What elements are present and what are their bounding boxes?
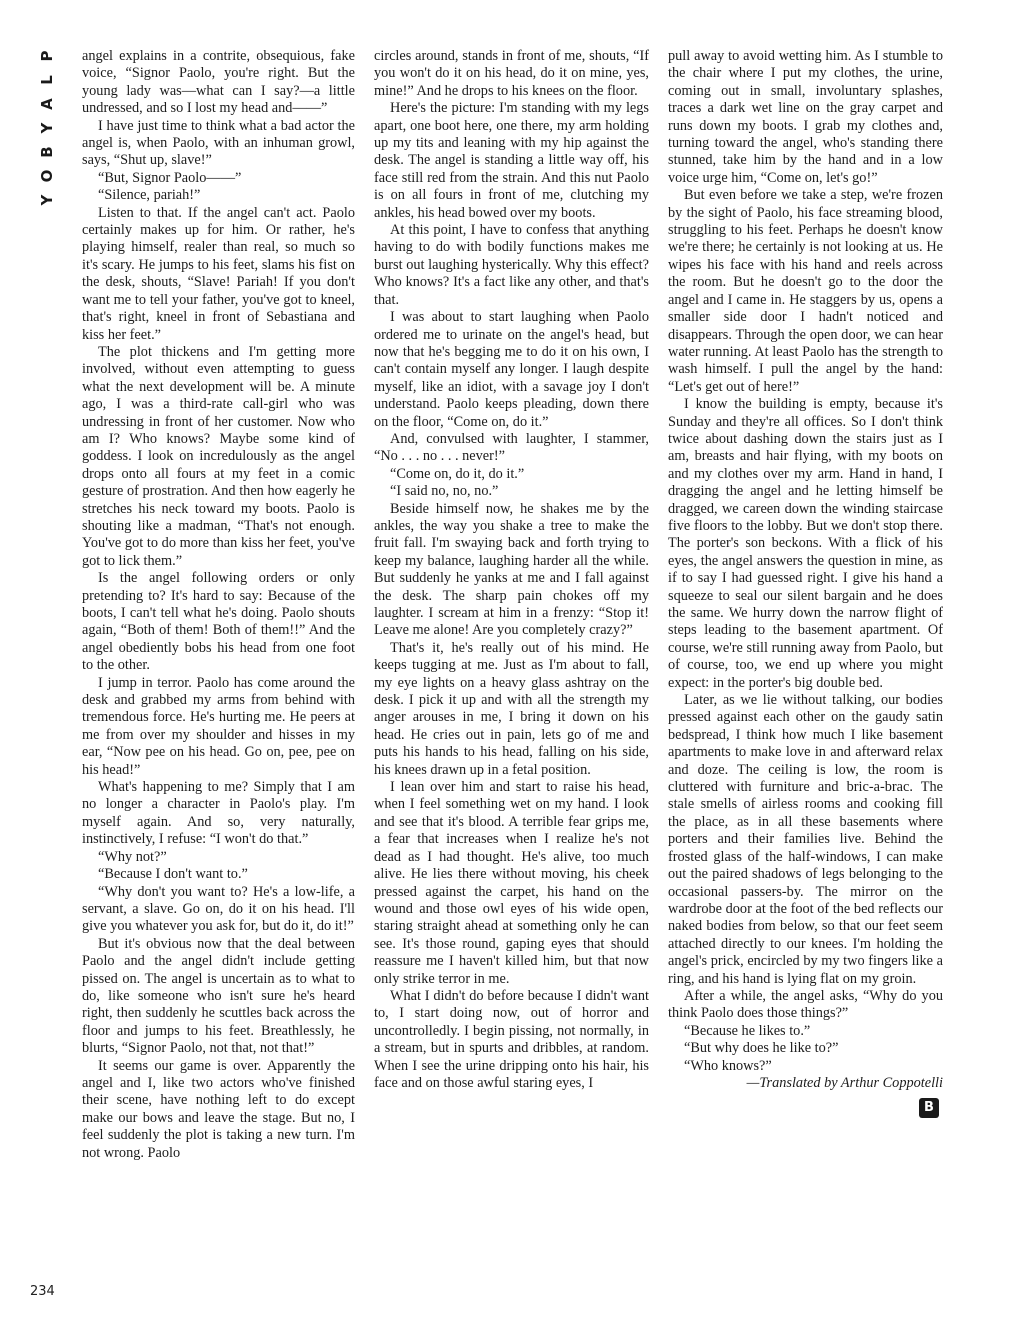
paragraph: circles around, stands in front of me, shouts, “If you won't do it on his head, do it on mine, yes, mine!” And he drops to his knees on the floor. (374, 48, 649, 99)
page-number: 234 (30, 1284, 55, 1299)
paragraph: “Because he likes to.” (684, 1022, 811, 1039)
rabbit-head-end-mark-icon: B (919, 1098, 939, 1118)
paragraph: I lean over him and start to raise his head, when I feel something wet on my hand. I look and see that it's blood. A terrible fear grips me, a fear that increases when I realize he's not dead as I had thought. He's alive, too much alive. He lies there without moving, his cheek pressed against the carpet, his hand on the wound and those owl eyes of his wide open, staring straight ahead at something only he can see. It's those round, gaping eyes that should reassure me I haven't killed him, but that now only strike terror in me. (374, 779, 649, 987)
running-head-letter: P (38, 50, 56, 62)
paragraph: What I didn't do before because I didn't want to, I start doing now, out of horror and uncontrolledly. I begin pissing, not normally, in a stream, but in spurts and dribbles, at random. When I see the urine dripping onto his hair, his face and on those awful staring eyes, I (374, 987, 649, 1091)
running-head-letter: O (38, 169, 56, 183)
paragraph: And, convulsed with laughter, I stammer, “No . . . no . . . never!” (374, 430, 649, 465)
paragraph: Here's the picture: I'm standing with my legs apart, one boot here, one there, my arm holding up my tits and leaning with my hip against the desk. The angel is standing a little way off, his face still red from the strain. And this nut Paolo is on all fours in front of me, clutching my ankles, his head bowed over my boots. (374, 100, 649, 221)
paragraph: “Why not?” (98, 848, 167, 865)
paragraph: “Who knows?” (684, 1057, 772, 1074)
paragraph: “Silence, pariah!” (98, 187, 201, 204)
running-head-letter: Y (38, 194, 56, 206)
paragraph: After a while, the angel asks, “Why do you think Paolo does those things?” (668, 987, 943, 1022)
paragraph: Listen to that. If the angel can't act. Paolo certainly makes up for him. Or rather, he's playing himself, realer than real, so much so it's scary. He jumps to his feet, slams his fist on the desk, shouts, “Slave! Pariah! If you don't want me to tell your father, you've got to kneel, that's right, kneel in front of Sebastiana and kiss her feet.” (82, 204, 355, 343)
running-head (34, 44, 60, 212)
text-column-3 (668, 48, 943, 1288)
paragraph: Beside himself now, he shakes me by the ankles, the way you shake a tree to make the fruit fall. I'm swaying back and forth trying to keep my balance, laughing harder all the while. But suddenly he yanks at me and I fall against the desk. The sharp pain chokes off my laughter. I scream at him in a frenzy: “Stop it! Leave me alone! Are you completely crazy?” (374, 500, 649, 639)
paragraph: At this point, I have to confess that anything having to do with bodily functions makes me burst out laughing hysterically. Why this effect? Who knows? It's a fact like any other, and that's that. (374, 222, 649, 308)
paragraph: That's it, he's really out of his mind. He keeps tugging at me. Just as I'm about to fall, my eye lights on a heavy glass ashtray on the desk. I pick it up and with all the strength my anger arouses in me, I bring it down on his head. He cries out in pain, lets go of me and puts his hands to his head, falling on his side, his knees drawn up in a fetal position. (374, 639, 649, 778)
paragraph: I know the building is empty, because it's Sunday and they're all offices. So I don't think twice about dashing down the stairs just as I am, breasts and hair flying, with my boots on and my clothes over my arm. Hand in hand, I dragging the angel and he letting himself be dragged, we careen down the winding staircase five floors to the lobby. But we don't stop there. The porter's son beckons. With a flick of his eyes, the angel answers the question in mine, as if to say I had guessed right. I give his hand a squeeze to seal our silent bargain and he does the same. We hurry down the narrow flight of steps leading to the basement apartment. Of course, we're still running away from Paolo, but of course, too, we end up where you might expect: in the porter's big double bed. (668, 396, 943, 691)
paragraph: angel explains in a contrite, obsequious, fake voice, “Signor Paolo, you're right. But the young lady was—what can I say?—a little undressed, and so I lost my head and——” (82, 48, 355, 117)
paragraph: “I said no, no, no.” (390, 483, 499, 500)
paragraph: I have just time to think what a bad actor the angel is, when Paolo, with an inhuman growl, says, “Shut up, slave!” (82, 117, 355, 169)
paragraph: “But why does he like to?” (684, 1040, 839, 1057)
paragraph: It seems our game is over. Apparently the angel and I, like two actors who've finished their scene, have nothing left to do except make our bows and leave the stage. But no, I feel suddenly the plot is taking a new turn. I'm not wrong. Paolo (82, 1057, 355, 1161)
paragraph: What's happening to me? Simply that I am no longer a character in Paolo's play. I'm myself again. And so, very naturally, instinctively, I refuse: “I won't do that.” (82, 779, 355, 848)
paragraph: “But, Signor Paolo——” (98, 169, 242, 186)
translator-credit: —Translated by Arthur Coppotelli (746, 1074, 943, 1091)
paragraph: But it's obvious now that the deal between Paolo and the angel didn't include getting pissed on. The angel is uncertain as to what to do, like someone who isn't sure he's heard right, then suddenly he scuttles back across the floor and jumps to his feet. Breathlessly, he blurts, “Signor Paolo, not that, not that!” (82, 935, 355, 1057)
paragraph: “Because I don't want to.” (98, 866, 248, 883)
running-head-letter: A (38, 98, 56, 110)
text-column-2 (374, 48, 649, 1288)
paragraph: “Come on, do it, do it.” (390, 465, 525, 482)
paragraph: Is the angel following orders or only pretending to? It's hard to say: Because of the boots, I can't tell what he's doing. Paolo shouts again, “Both of them! Both of them!!” And the angel obediently bobs his head from one foot to the other. (82, 570, 355, 674)
paragraph: Later, as we lie without talking, our bodies pressed against each other on the gaudy satin bedspread, I think how much I like basement apartments to make love in and afterward relax and doze. The ceiling is low, the room is cluttered with furniture and bric-a-brac. The stale smells of airless rooms and cooking fill the place, as in all these basements where porters and their families live. Behind the frosted glass of the half-windows, I can make out the paired shadows of legs belonging to the occasional passers-by. The mirror on the wardrobe door at the foot of the bed reflects our naked bodies from below, so that our feet seem attached directly to our knees. I'm holding the angel's prick, encircled by my two fingers like a ring, and his hand is lying flat on my groin. (668, 692, 943, 987)
text-column-1 (82, 48, 355, 1288)
running-head-letter: L (38, 75, 56, 85)
paragraph: pull away to avoid wetting him. As I stumble to the chair where I put my clothes, the urine, coming out in small, involuntary splashes, traces a dark wet line on the gray carpet and runs down my boots. I grab my clothes and, turning toward the angel, who's standing there stunned, take him by the hand and in a low voice urge him, “Come on, let's go!” (668, 48, 943, 186)
paragraph: The plot thickens and I'm getting more involved, without even attempting to guess what the next development will be. A minute ago, I was a third-rate call-girl who was undressing in front of her customer. Now who am I? Who knows? Maybe some kind of goddess. I look on incredulously as the angel drops onto all fours at my feet in a comic gesture of prostration. And then how eagerly he stretches his neck toward my boots. Paolo is shouting like a madman, “That's not enough. You've got to do more than kiss her feet, you've got to lick them.” (82, 343, 355, 569)
paragraph: But even before we take a step, we're frozen by the sight of Paolo, his face streaming blood, struggling to his feet. Perhaps he doesn't know we're there; he certainly is not looking at us. He wipes his face with his hand and reels across the room. But he doesn't go to the door the angel and I came in. He staggers by us, opens a smaller side door I hadn't noticed and disappears. Through the open door, we can hear water running. At least Paolo has the strength to wash himself. I pull the angel by the hand: “Let's get out of here!” (668, 187, 943, 395)
running-head-letter: B (38, 146, 56, 158)
paragraph: I was about to start laughing when Paolo ordered me to urinate on the angel's head, but now that he's begging me to do it on his own, I can't contain myself any longer. I laugh despite myself, like an idiot, with a savage joy I don't understand. Paolo keeps pleading, down there on the floor, “Come on, do it.” (374, 309, 649, 430)
running-head-letter: Y (38, 122, 56, 134)
paragraph: I jump in terror. Paolo has come around the desk and grabbed my arms from behind with tremendous force. He's hurting me. He peers at me from over my shoulder and hisses in my ear, “Now pee on his head. Go on, pee, pee on his head!” (82, 674, 355, 778)
paragraph: “Why don't you want to? He's a low-life, a servant, a slave. Go on, do it on his head. I'll give you whatever you ask for, but do it, do it!” (82, 883, 355, 935)
